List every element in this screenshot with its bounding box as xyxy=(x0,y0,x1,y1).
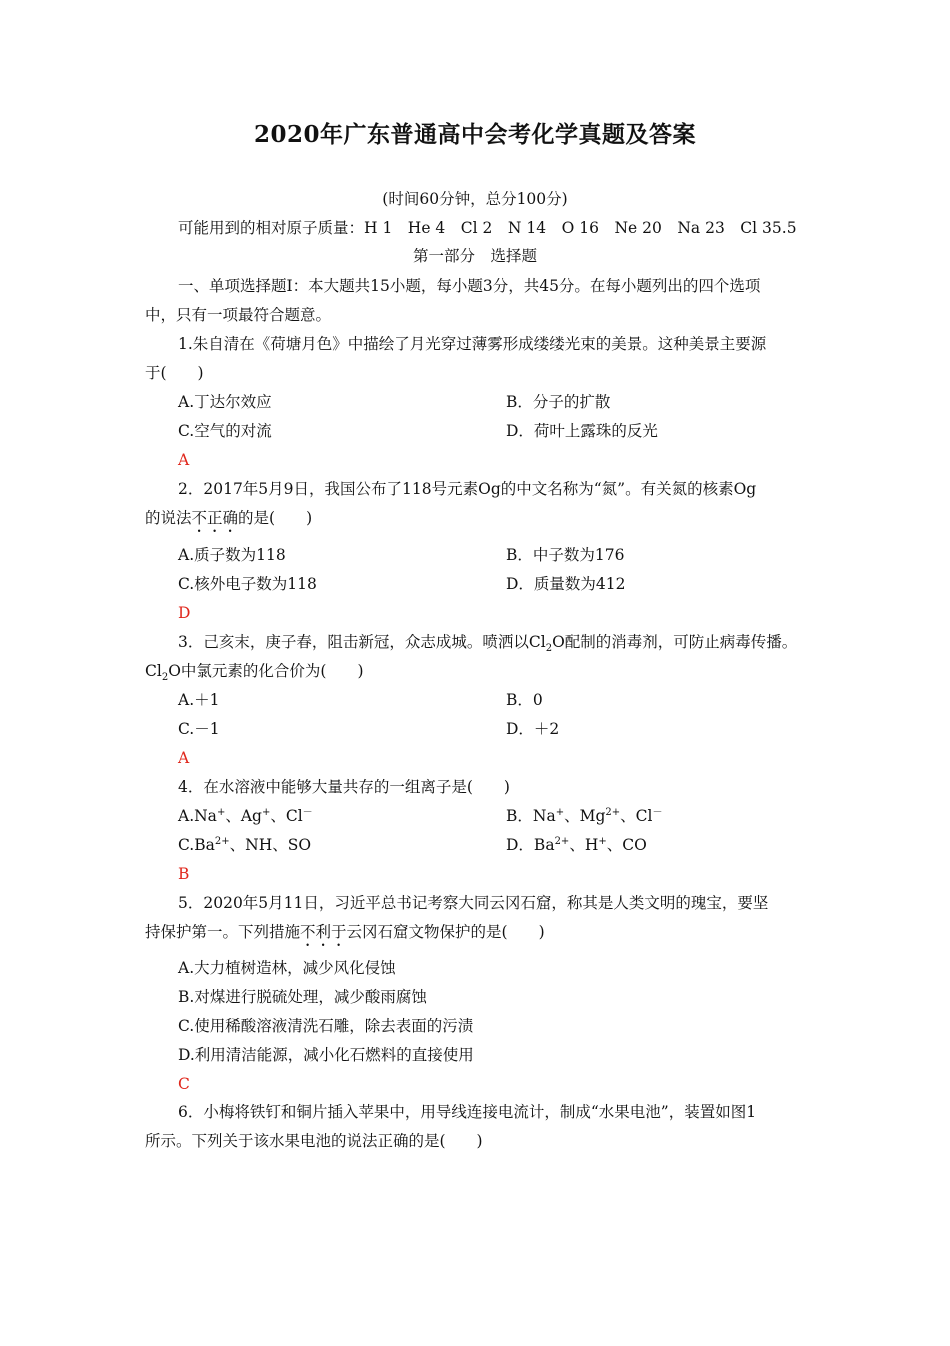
q3-formula: Cl xyxy=(145,662,162,680)
q5-stem-text: 持保护第一。下列措施 xyxy=(145,923,301,941)
q4-answer: B xyxy=(178,865,190,883)
q3-formula-subscript: 2 xyxy=(161,672,169,684)
q4-stem: 4．在水溶液中能够大量共存的一组离子是( ) xyxy=(178,778,510,796)
q4-a-charge3: － xyxy=(302,806,313,818)
q5-option-d: D.利用清洁能源，减小化石燃料的直接使用 xyxy=(178,1046,474,1064)
q4-d-ion1: D．Ba xyxy=(506,836,555,854)
q4-option-d xyxy=(506,835,647,855)
q1-option-d: D．荷叶上露珠的反光 xyxy=(506,422,658,440)
q4-option-c xyxy=(178,835,311,855)
q5-option-a: A.大力植树造林，减少风化侵蚀 xyxy=(178,959,396,977)
q2-option-b: B．中子数为176 xyxy=(506,546,625,564)
q3-subscript: 2 xyxy=(545,643,553,655)
q2-answer: D xyxy=(178,604,191,622)
q3-option-a: A.＋1 xyxy=(178,691,220,709)
q3-stem-cont-text: O中氯元素的化合价为( ) xyxy=(168,662,364,680)
page-title: 2020年广东普通高中会考化学真题及答案 xyxy=(253,121,696,148)
q4-d-ion2: 、H xyxy=(569,836,599,854)
q4-c-charge1: 2+ xyxy=(214,835,230,847)
q3-option-c: C.－1 xyxy=(178,720,220,738)
q4-a-charge2: + xyxy=(261,806,271,818)
q4-b-charge1: + xyxy=(555,806,565,818)
q2-option-a: A.质子数为118 xyxy=(178,546,286,564)
q6-stem: 6．小梅将铁钉和铜片插入苹果中，用导线连接电流计，制成“水果电池”，装置如图1 xyxy=(178,1103,757,1121)
q3-stem-text-end: O配制的消毒剂，可防止病毒传播。 xyxy=(552,633,798,651)
q4-a-ion2: 、Ag xyxy=(225,807,262,825)
q3-answer: A xyxy=(178,749,190,767)
q5-stem-text-end: 云冈石窟文物保护的是( ) xyxy=(346,923,545,941)
q2-stem-text-end: 的是( ) xyxy=(238,509,313,527)
q2-option-d: D．质量数为412 xyxy=(506,575,626,593)
section1-instructions: 一、单项选择题Ⅰ：本大题共15小题，每小题3分，共45分。在每小题列出的四个选项 xyxy=(178,277,761,295)
q3-stem-cont xyxy=(145,661,364,684)
q3-stem-text: 3．己亥末，庚子春，阻击新冠，众志成城。喷洒以Cl xyxy=(178,633,546,651)
q4-a-ion3: 、Cl xyxy=(270,807,303,825)
q1-answer: A xyxy=(178,451,190,469)
q4-option-b xyxy=(506,806,662,826)
q4-option-a xyxy=(178,806,313,826)
q4-b-charge2: 2+ xyxy=(605,806,621,818)
q4-c-ion1: C.Ba xyxy=(178,836,215,854)
q2-stem-text: 的说法 xyxy=(145,509,192,527)
q4-a-ion1: A.Na xyxy=(178,807,217,825)
q2-emphasis: 不正确 xyxy=(191,509,239,527)
q1-stem: 1.朱自清在《荷塘月色》中描绘了月光穿过薄雾形成缕缕光束的美景。这种美景主要源 xyxy=(178,335,767,353)
q4-b-ion2: 、Mg xyxy=(564,807,606,825)
q2-stem: 2．2017年5月9日，我国公布了118号元素Og的中文名称为“氮”。有关氮的核素Og xyxy=(178,480,757,498)
q5-emphasis: 不利于 xyxy=(300,923,347,941)
q5-option-c: C.使用稀酸溶液清洗石雕，除去表面的污渍 xyxy=(178,1017,474,1035)
q5-stem-cont xyxy=(145,922,545,950)
q4-b-ion3: 、Cl xyxy=(620,807,653,825)
q4-d-charge2: + xyxy=(598,835,607,847)
q4-d-charge1: 2+ xyxy=(554,835,570,847)
q1-option-b: B．分子的扩散 xyxy=(506,393,611,411)
q3-option-b: B．0 xyxy=(506,691,543,709)
q6-stem-cont: 所示。下列关于该水果电池的说法正确的是( ) xyxy=(145,1132,483,1150)
section1-instructions-cont: 中，只有一项最符合题意。 xyxy=(145,306,332,324)
q5-option-b: B.对煤进行脱硫处理，减少酸雨腐蚀 xyxy=(178,988,427,1006)
q1-option-c: C.空气的对流 xyxy=(178,422,272,440)
q2-stem-cont xyxy=(145,508,312,536)
q3-stem xyxy=(178,632,798,655)
part1-title: 第一部分 选择题 xyxy=(412,247,537,265)
time-info: (时间60分钟，总分100分) xyxy=(382,190,568,208)
q1-stem-cont: 于( ) xyxy=(145,364,204,382)
q4-b-charge3: － xyxy=(652,806,663,818)
q3-option-d: D．＋2 xyxy=(506,720,560,738)
q5-answer: C xyxy=(178,1075,190,1093)
q2-option-c: C.核外电子数为118 xyxy=(178,575,317,593)
q4-d-ion3: 、CO xyxy=(606,836,647,854)
atomic-masses: 可能用到的相对原子质量：H 1 He 4 Cl 2 N 14 O 16 Ne 20 Na 23 Cl 35.5 xyxy=(178,219,797,237)
q4-b-ion1: B．Na xyxy=(506,807,556,825)
q5-stem: 5．2020年5月11日，习近平总书记考察大同云冈石窟，称其是人类文明的瑰宝，要坚 xyxy=(178,894,769,912)
q4-c-ions: 、NH、SO xyxy=(229,836,312,854)
q1-option-a: A.丁达尔效应 xyxy=(178,393,272,411)
q4-a-charge1: + xyxy=(216,806,226,818)
